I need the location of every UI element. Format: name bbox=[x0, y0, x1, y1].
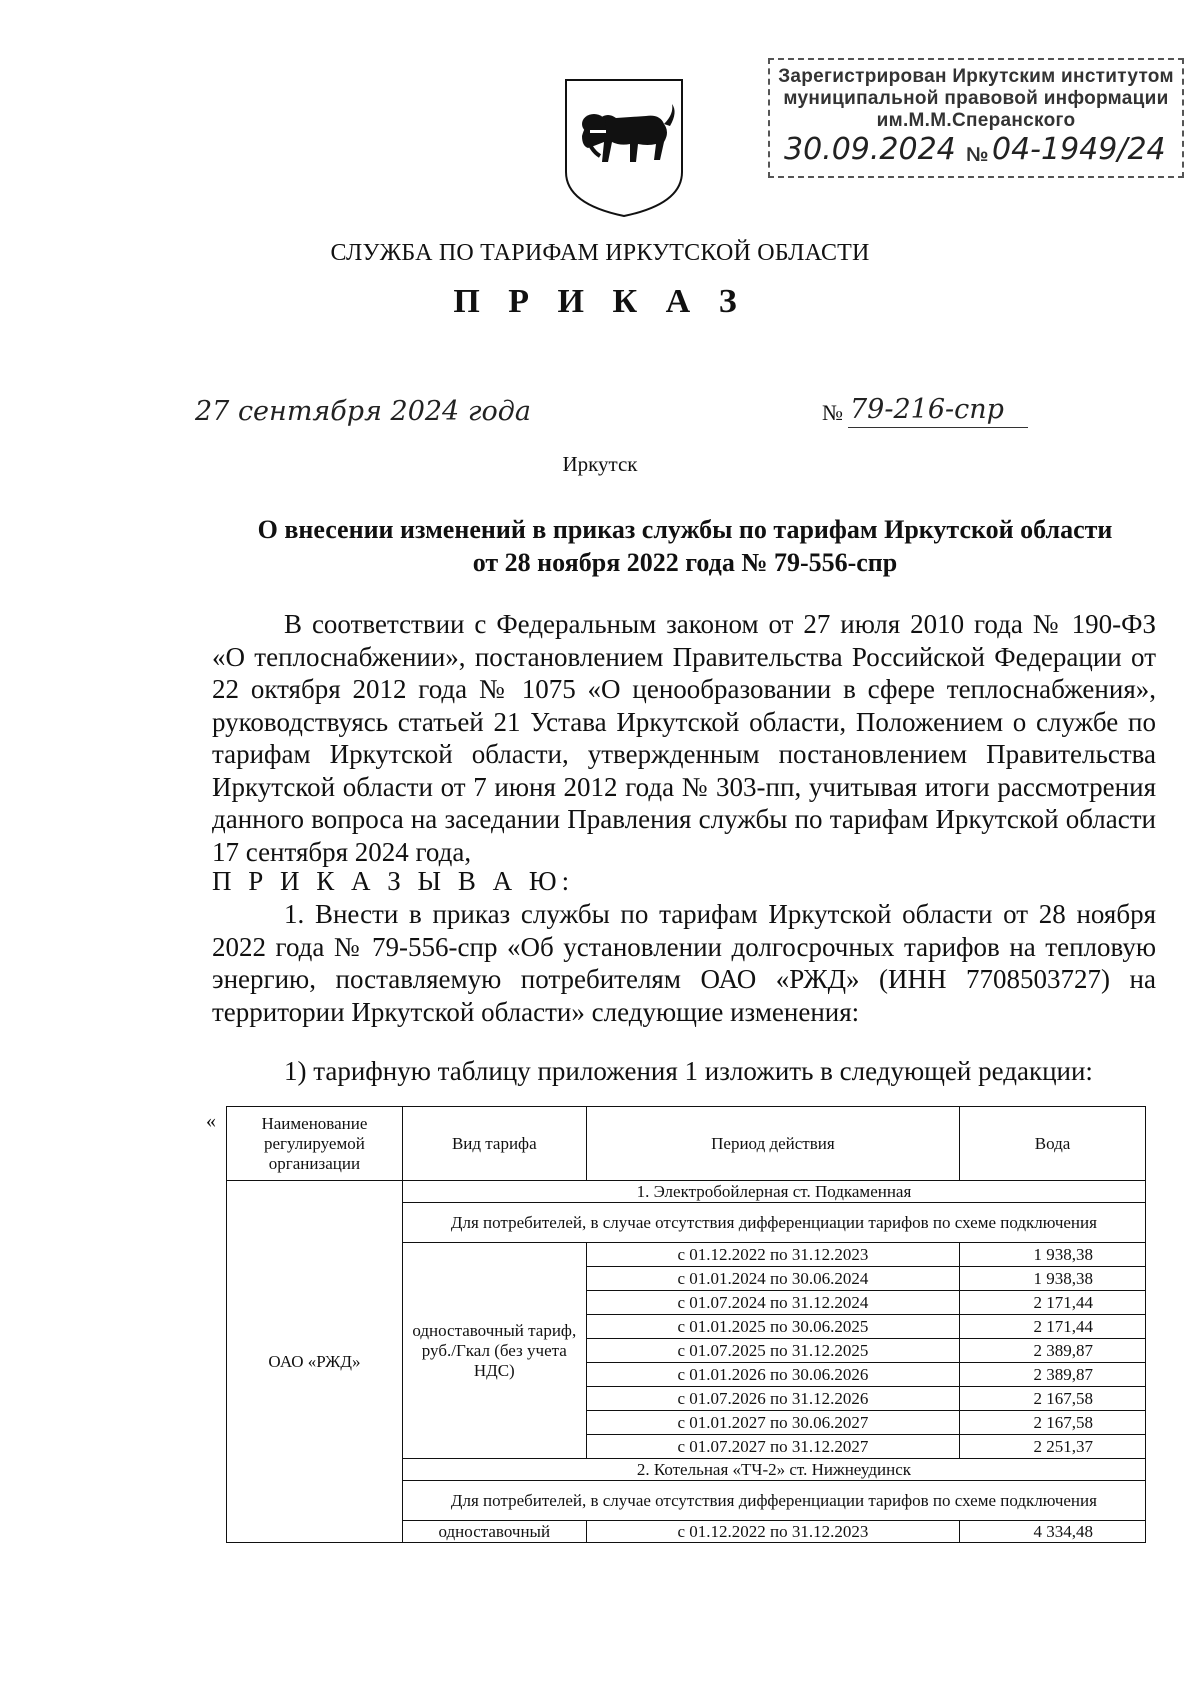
stamp-number-sign: № bbox=[966, 144, 989, 166]
period-cell: с 01.01.2025 по 30.06.2025 bbox=[586, 1315, 959, 1339]
value-cell: 4 334,48 bbox=[960, 1521, 1146, 1543]
section-2-tariff-type: одноставочный bbox=[402, 1521, 586, 1543]
section-1-tariff-type: одноставочный тариф, руб./Гкал (без учета НДС) bbox=[402, 1243, 586, 1459]
header-organization: Наименование регулируемой организации bbox=[227, 1107, 403, 1181]
header-tariff-type: Вид тарифа bbox=[402, 1107, 586, 1181]
period-cell: с 01.07.2025 по 31.12.2025 bbox=[586, 1339, 959, 1363]
item-1-1-paragraph: 1) тарифную таблицу приложения 1 изложить в следующей редакции: bbox=[284, 1056, 1093, 1086]
period-cell: с 01.07.2024 по 31.12.2024 bbox=[586, 1291, 959, 1315]
value-cell: 2 167,58 bbox=[960, 1411, 1146, 1435]
agency-name: СЛУЖБА ПО ТАРИФАМ ИРКУТСКОЙ ОБЛАСТИ bbox=[330, 240, 870, 266]
value-cell: 2 171,44 bbox=[960, 1291, 1146, 1315]
period-cell: с 01.07.2027 по 31.12.2027 bbox=[586, 1435, 959, 1459]
section-title-row bbox=[227, 1181, 1146, 1203]
section-1-title: 1. Электробойлерная ст. Подкаменная bbox=[402, 1181, 1145, 1203]
item-1-paragraph: 1. Внести в приказ службы по тарифам Иркутской области от 28 ноября 2022 года № 79-556-спр «Об установлении долгосрочных тарифов на тепловую энергию, поставляемую потребителям ОАО «РЖД» (ИНН 7708503727) на территории Иркутской области» следующие изменения: bbox=[212, 899, 1156, 1027]
value-cell: 2 167,58 bbox=[960, 1387, 1146, 1411]
period-cell: с 01.01.2026 по 30.06.2026 bbox=[586, 1363, 959, 1387]
registration-stamp bbox=[768, 58, 1184, 178]
order-number: 79-216-спр bbox=[850, 394, 1004, 425]
value-cell: 2 389,87 bbox=[960, 1339, 1146, 1363]
period-cell: с 01.01.2024 по 30.06.2024 bbox=[586, 1267, 959, 1291]
stamp-line-1: Зарегистрирован Иркутским институтом bbox=[778, 66, 1174, 87]
preamble-paragraph: В соответствии с Федеральным законом от 27 июля 2010 года № 190-ФЗ «О теплоснабжении», постановлением Правительства Российской Федерации от 22 октября 2012 года № 1075 «О ценообразовании в сфере теплоснабжения», руководствуясь статьей 21 Устава Иркутской области, Положением о службе по тарифам Иркутской области, утвержденным постановлением Правительства Иркутской области от 7 июня 2012 года № 303-пп, учитывая итоги рассмотрения данного вопроса на заседании Правления службы по тарифам Иркутской области 17 сентября 2024 года, bbox=[212, 609, 1156, 867]
stamp-line-3: им.М.М.Сперанского bbox=[876, 110, 1076, 131]
header-period: Период действия bbox=[586, 1107, 959, 1181]
header-water: Вода bbox=[960, 1107, 1146, 1181]
city: Иркутск bbox=[562, 452, 638, 476]
order-number-sign: № bbox=[822, 400, 843, 425]
order-date: 27 сентября 2024 года bbox=[195, 396, 531, 427]
period-cell: с 01.12.2022 по 31.12.2023 bbox=[586, 1243, 959, 1267]
section-1-subtitle: Для потребителей, в случае отсутствия дифференциации тарифов по схеме подключения bbox=[402, 1203, 1145, 1243]
order-number-underline bbox=[848, 427, 1028, 428]
section-2-subtitle: Для потребителей, в случае отсутствия дифференциации тарифов по схеме подключения bbox=[402, 1481, 1145, 1521]
table-open-quote: « bbox=[206, 1110, 216, 1132]
order-word: П Р И К А З Ы В А Ю: bbox=[212, 866, 575, 896]
title-line-2: от 28 ноября 2022 года № 79-556-спр bbox=[472, 548, 898, 577]
organization-cell: ОАО «РЖД» bbox=[227, 1181, 403, 1543]
document-type: П Р И К А З bbox=[453, 283, 747, 320]
value-cell: 1 938,38 bbox=[960, 1243, 1146, 1267]
period-cell: с 01.07.2026 по 31.12.2026 bbox=[586, 1387, 959, 1411]
stamp-date: 30.09.2024 bbox=[784, 132, 956, 167]
document-title bbox=[210, 513, 1160, 579]
value-cell: 2 389,87 bbox=[960, 1363, 1146, 1387]
period-cell: с 01.12.2022 по 31.12.2023 bbox=[586, 1521, 959, 1543]
stamp-number: 04-1949/24 bbox=[992, 132, 1166, 167]
section-2-title: 2. Котельная «ТЧ-2» ст. Нижнеудинск bbox=[402, 1459, 1145, 1481]
tariff-table bbox=[226, 1106, 1146, 1543]
value-cell: 2 251,37 bbox=[960, 1435, 1146, 1459]
value-cell: 2 171,44 bbox=[960, 1315, 1146, 1339]
stamp-line-2: муниципальной правовой информации bbox=[783, 88, 1169, 109]
period-cell: с 01.01.2027 по 30.06.2027 bbox=[586, 1411, 959, 1435]
table-header-row bbox=[227, 1107, 1146, 1181]
coat-of-arms-emblem bbox=[560, 76, 688, 218]
value-cell: 1 938,38 bbox=[960, 1267, 1146, 1291]
title-line-1: О внесении изменений в приказ службы по тарифам Иркутской области bbox=[257, 515, 1113, 544]
